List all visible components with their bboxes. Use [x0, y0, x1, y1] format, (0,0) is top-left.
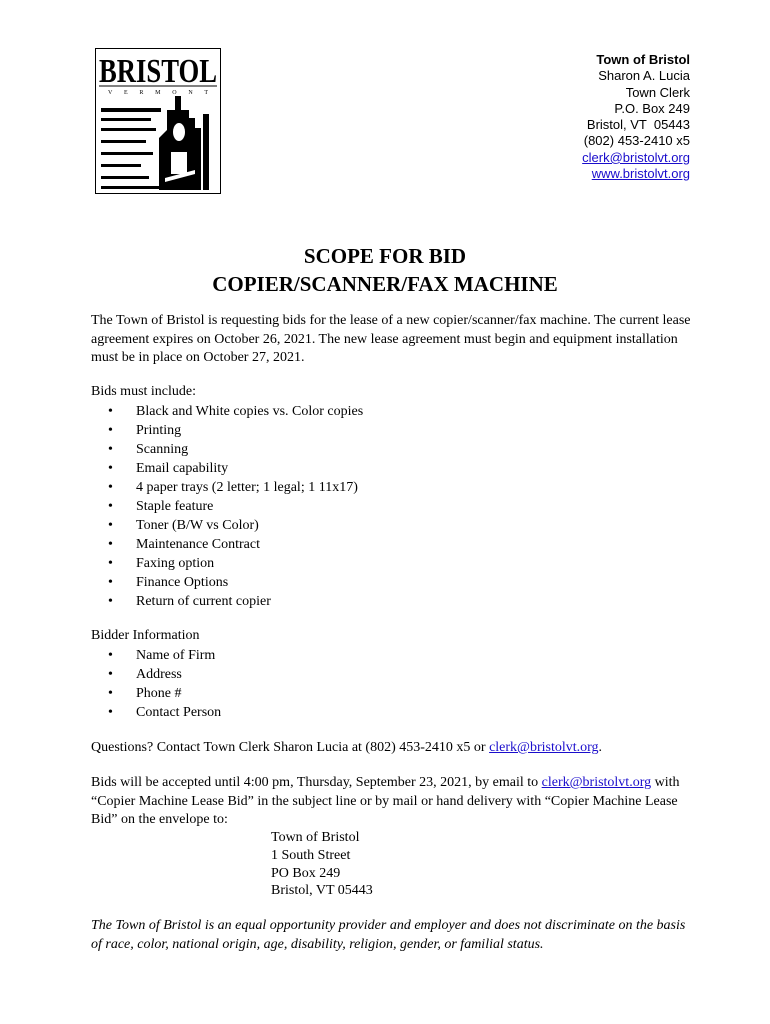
doc-title-line2: COPIER/SCANNER/FAX MACHINE — [212, 272, 558, 296]
list-item: • Address — [91, 665, 221, 684]
intro-paragraph: The Town of Bristol is requesting bids for the lease of a new copier/scanner/fax machine. The current lease agreement expires on October 26, 2021. The new lease agreement must begin and equipment installation must be in place on October 27, 2021. — [91, 313, 691, 366]
list-item: • Name of Firm — [91, 646, 221, 665]
letterhead — [430, 52, 690, 182]
list-item: • Phone # — [91, 684, 221, 703]
clerk-role: Town Clerk — [625, 84, 690, 100]
mailing-address — [271, 829, 373, 900]
bidder-list — [91, 646, 221, 722]
list-item: • Black and White copies vs. Color copies — [91, 402, 363, 421]
svg-text:V E R M O N T: V E R M O N T — [108, 90, 208, 96]
list-item: • 4 paper trays (2 letter; 1 legal; 1 11x17) — [91, 478, 363, 497]
address-line: Town of Bristol — [271, 830, 360, 845]
list-item: • Email capability — [91, 459, 363, 478]
po-box: P.O. Box 249 — [614, 100, 690, 116]
list-item: • Contact Person — [91, 703, 221, 722]
acceptance-paragraph — [91, 774, 691, 830]
address-line: 1 South Street — [271, 847, 351, 863]
address-line: PO Box 249 — [271, 865, 341, 881]
bids-label: Bids must include: — [91, 384, 196, 399]
org-name: Town of Bristol — [596, 52, 690, 67]
questions-paragraph — [91, 739, 691, 758]
clerk-name: Sharon A. Lucia — [598, 68, 690, 84]
phone: (802) 453-2410 x5 — [583, 133, 690, 149]
list-item: • Faxing option — [91, 554, 363, 573]
bidder-label: Bidder Information — [91, 628, 200, 643]
city-state: Bristol, VT 05443 — [586, 117, 690, 133]
address-line: Bristol, VT 05443 — [271, 883, 373, 899]
list-item: • Scanning — [91, 440, 363, 459]
eoe-statement: The Town of Bristol is an equal opportunity provider and employer and does not discriminate on the basis of race, color, national origin, age, disability, religion, gender, or familial status. — [91, 918, 686, 952]
accept-text-1: Bids will be accepted until 4:00 pm, Thursday, September 23, 2021, by email to — [91, 775, 542, 790]
accept-email-link[interactable]: clerk@bristolvt.org — [541, 775, 652, 790]
website-link[interactable]: www.bristolvt.org — [591, 166, 690, 182]
questions-end: . — [598, 740, 603, 755]
doc-title-line1: SCOPE FOR BID — [303, 244, 467, 268]
list-item: • Staple feature — [91, 497, 363, 516]
list-item: • Toner (B/W vs Color) — [91, 516, 363, 535]
bids-list — [91, 402, 363, 611]
list-item: • Finance Options — [91, 573, 363, 592]
accept-text-2: with “Copier Machine Lease Bid” in the subject line or by mail or hand delivery with “Copier Machine Lease Bid” on the envelope to: — [91, 775, 680, 828]
svg-text:BRISTOL: BRISTOL — [99, 53, 217, 90]
list-item: • Return of current copier — [91, 592, 363, 611]
questions-email-link[interactable]: clerk@bristolvt.org — [489, 740, 599, 755]
list-item: • Printing — [91, 421, 363, 440]
bristol-logo — [95, 48, 221, 194]
questions-text: Questions? Contact Town Clerk Sharon Lucia at (802) 453-2410 x5 or — [91, 740, 490, 755]
list-item: • Maintenance Contract — [91, 535, 363, 554]
email-link[interactable]: clerk@bristolvt.org — [582, 149, 690, 165]
